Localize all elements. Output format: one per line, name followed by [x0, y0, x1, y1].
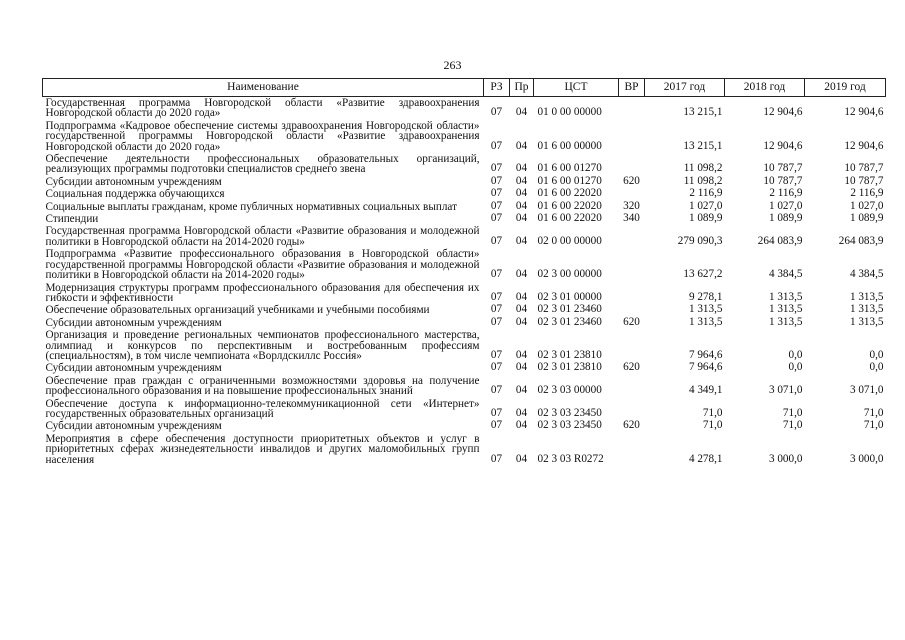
table-row	[43, 375, 886, 398]
row-pr: 04	[515, 348, 528, 361]
row-pr: 04	[515, 199, 528, 212]
row-rz: 07	[490, 303, 503, 316]
row-pr: 04	[515, 268, 528, 281]
row-2018: 1 313,5	[768, 290, 803, 303]
row-name: Субсидии автономным учреждениям	[45, 420, 222, 433]
row-2017: 7 964,6	[688, 361, 723, 374]
row-vr	[619, 375, 645, 398]
row-rz: 07	[490, 419, 503, 432]
row-2018: 1 027,0	[768, 199, 803, 212]
row-vr: 620	[623, 315, 640, 328]
row-rz: 07	[490, 234, 503, 247]
table-header-row	[43, 79, 886, 97]
row-vr	[619, 329, 645, 362]
header-rz: РЗ	[484, 79, 510, 97]
row-cst: 02 3 01 23810	[537, 348, 602, 361]
row-cst: 02 3 03 23450	[537, 406, 602, 419]
row-2017: 13 627,2	[683, 268, 723, 281]
row-2019: 1 027,0	[849, 199, 884, 212]
row-vr: 340	[623, 212, 640, 225]
row-pr: 04	[515, 212, 528, 225]
row-cst: 02 3 01 23460	[537, 303, 602, 316]
row-pr: 04	[515, 187, 528, 200]
table-body	[43, 97, 886, 467]
row-2017: 1 089,9	[688, 212, 723, 225]
row-cst: 01 6 00 22020	[537, 199, 602, 212]
row-pr: 04	[515, 290, 528, 303]
row-cst: 02 3 01 23810	[537, 361, 602, 374]
row-name: Государственная программа Новгородской области «Развитие образования и молодежной политики в Новгородской области на 2014-2020 годы»	[45, 225, 480, 248]
row-2019: 2 116,9	[850, 187, 884, 200]
row-pr: 04	[515, 315, 528, 328]
row-2019: 12 904,6	[844, 139, 884, 152]
table-row	[43, 201, 886, 213]
row-2017: 1 027,0	[688, 199, 723, 212]
row-2017: 13 215,1	[683, 106, 723, 119]
header-cst: ЦСТ	[534, 79, 619, 97]
table-row	[43, 213, 886, 225]
row-2019: 4 384,5	[849, 268, 884, 281]
row-rz: 07	[490, 162, 503, 175]
row-2018: 2 116,9	[769, 187, 803, 200]
row-name: Обеспечение прав граждан с ограниченными возможностями здоровья на получение профессионального образования и на повышение профессиональных знаний	[45, 374, 480, 398]
table-row	[43, 176, 886, 188]
row-pr: 04	[515, 384, 528, 397]
row-cst: 01 6 00 22020	[537, 187, 602, 200]
table-row	[43, 329, 886, 362]
header-vr: ВР	[619, 79, 645, 97]
row-vr	[619, 153, 645, 176]
row-vr	[619, 433, 645, 466]
row-2018: 12 904,6	[763, 139, 803, 152]
row-name: Подпрограмма «Развитие профессионального образования в Новгородской области» государственной программы Новгородской области «Развитие образования и молодежной политики в Новгородской области на 2014-2020 годы»	[45, 248, 480, 282]
row-2018: 0,0	[788, 348, 803, 361]
row-pr: 04	[515, 106, 528, 119]
row-2019: 71,0	[863, 406, 884, 419]
row-rz: 07	[490, 187, 503, 200]
table-row	[43, 188, 886, 200]
row-name: Мероприятия в сфере обеспечения доступности приоритетных объектов и услуг в приоритетных сферах жизнедеятельности инвалидов и других маломобильных групп населения	[45, 432, 480, 466]
header-2017: 2017 год	[645, 79, 725, 97]
row-2017: 2 116,9	[689, 187, 723, 200]
row-vr	[619, 97, 645, 120]
row-cst: 02 3 03 23450	[537, 419, 602, 432]
table-row	[43, 317, 886, 329]
row-2019: 264 083,9	[838, 234, 884, 247]
row-rz: 07	[490, 290, 503, 303]
row-2018: 12 904,6	[763, 106, 803, 119]
row-2017: 11 098,2	[683, 162, 723, 175]
row-name: Субсидии автономным учреждениям	[45, 316, 222, 329]
table-row	[43, 282, 886, 305]
row-2017: 71,0	[702, 419, 723, 432]
row-name: Социальные выплаты гражданам, кроме публичных нормативных социальных выплат	[45, 200, 457, 213]
row-name: Подпрограмма «Кадровое обеспечение системы здравоохранения Новгородской области» государственной программы Новгородской области «Развитие здравоохранения Новгородской области до 2020 года»	[45, 119, 480, 153]
row-vr: 620	[623, 174, 640, 187]
row-2018: 0,0	[788, 361, 803, 374]
row-pr: 04	[515, 174, 528, 187]
row-cst: 02 3 03 R0272	[537, 452, 604, 465]
row-cst: 02 3 01 23460	[537, 315, 602, 328]
row-name: Социальная поддержка обучающихся	[45, 188, 225, 201]
row-2019: 71,0	[863, 419, 884, 432]
row-2019: 1 089,9	[849, 212, 884, 225]
row-2019: 10 787,7	[844, 162, 884, 175]
row-2019: 0,0	[869, 348, 884, 361]
row-rz: 07	[490, 268, 503, 281]
row-2018: 1 313,5	[768, 303, 803, 316]
row-2017: 4 349,1	[688, 384, 723, 397]
row-2019: 10 787,7	[844, 174, 884, 187]
header-pr: Пр	[510, 79, 534, 97]
row-cst: 01 6 00 00000	[537, 139, 602, 152]
row-name: Модернизация структуры программ профессионального образования для обеспечения их гибкости и эффективности	[45, 281, 480, 304]
row-pr: 04	[515, 303, 528, 316]
row-2018: 3 000,0	[768, 452, 803, 465]
header-2019: 2019 год	[805, 79, 886, 97]
row-name: Субсидии автономным учреждениям	[45, 175, 222, 188]
row-name: Организация и проведение региональных чемпионатов профессионального мастерства, олимпиад и конкурсов по перспективным и востребованным профессиям (специальностям), в том числе чемпионата «Ворлдскиллс Россия»	[45, 329, 480, 362]
table-row	[43, 97, 886, 120]
row-2018: 1 313,5	[768, 315, 803, 328]
table-row	[43, 248, 886, 281]
row-2017: 71,0	[702, 406, 723, 419]
row-2019: 1 313,5	[849, 315, 884, 328]
row-vr	[619, 120, 645, 153]
row-vr: 320	[623, 199, 640, 212]
row-2019: 0,0	[869, 361, 884, 374]
row-vr	[619, 304, 645, 316]
table-row	[43, 433, 886, 466]
row-cst: 02 3 01 00000	[537, 290, 602, 303]
row-cst: 01 0 00 00000	[537, 106, 602, 119]
row-vr	[619, 282, 645, 305]
row-cst: 01 6 00 01270	[537, 162, 602, 175]
row-rz: 07	[490, 315, 503, 328]
row-name: Обеспечение деятельности профессиональных образовательных организаций, реализующих программы подготовки специалистов среднего звена	[45, 153, 480, 176]
row-pr: 04	[515, 419, 528, 432]
row-name: Стипендии	[45, 213, 99, 226]
row-2017: 7 964,6	[688, 348, 723, 361]
row-2017: 1 313,5	[688, 315, 723, 328]
table-row	[43, 420, 886, 432]
row-vr	[619, 398, 645, 421]
row-2017: 13 215,1	[683, 139, 723, 152]
budget-table	[42, 78, 886, 466]
row-2018: 264 083,9	[757, 234, 803, 247]
row-rz: 07	[490, 212, 503, 225]
row-rz: 07	[490, 452, 503, 465]
table-row	[43, 398, 886, 421]
row-cst: 02 3 03 00000	[537, 384, 602, 397]
row-cst: 02 3 00 00000	[537, 268, 602, 281]
row-vr	[619, 225, 645, 248]
row-2018: 3 071,0	[768, 384, 803, 397]
row-pr: 04	[515, 406, 528, 419]
page-number: 263	[443, 58, 462, 72]
row-rz: 07	[490, 384, 503, 397]
row-pr: 04	[515, 139, 528, 152]
row-2018: 71,0	[782, 406, 803, 419]
row-rz: 07	[490, 406, 503, 419]
table-row	[43, 153, 886, 176]
row-2018: 1 089,9	[768, 212, 803, 225]
row-2018: 71,0	[782, 419, 803, 432]
row-vr: 620	[623, 361, 640, 374]
row-cst: 01 6 00 01270	[537, 174, 602, 187]
row-2017: 4 278,1	[688, 452, 723, 465]
header-name: Наименование	[43, 79, 484, 97]
row-name: Субсидии автономным учреждениям	[45, 362, 222, 375]
row-rz: 07	[490, 361, 503, 374]
row-2018: 4 384,5	[768, 268, 803, 281]
row-name: Обеспечение доступа к информационно-телекоммуникационной сети «Интернет» государственных образовательных организаций	[45, 397, 480, 420]
row-2017: 1 313,5	[688, 303, 723, 316]
row-rz: 07	[490, 139, 503, 152]
row-name: Государственная программа Новгородской области «Развитие здравоохранения Новгородской области до 2020 года»	[45, 97, 480, 120]
row-rz: 07	[490, 348, 503, 361]
row-vr: 620	[623, 419, 640, 432]
row-rz: 07	[490, 106, 503, 119]
row-2019: 1 313,5	[849, 303, 884, 316]
row-2018: 10 787,7	[763, 162, 803, 175]
table-row	[43, 362, 886, 374]
row-name: Обеспечение образовательных организаций учебниками и учебными пособиями	[45, 304, 430, 317]
row-pr: 04	[515, 234, 528, 247]
row-2019: 12 904,6	[844, 106, 884, 119]
row-vr	[619, 248, 645, 281]
row-pr: 04	[515, 361, 528, 374]
row-rz: 07	[490, 174, 503, 187]
row-2017: 11 098,2	[683, 174, 723, 187]
row-cst: 01 6 00 22020	[537, 212, 602, 225]
row-vr	[619, 188, 645, 200]
row-2019: 1 313,5	[849, 290, 884, 303]
header-2018: 2018 год	[725, 79, 805, 97]
row-rz: 07	[490, 199, 503, 212]
table-row	[43, 304, 886, 316]
row-2019: 3 071,0	[849, 384, 884, 397]
row-2019: 3 000,0	[849, 452, 884, 465]
row-2018: 10 787,7	[763, 174, 803, 187]
row-pr: 04	[515, 162, 528, 175]
table-row	[43, 225, 886, 248]
row-pr: 04	[515, 452, 528, 465]
row-cst: 02 0 00 00000	[537, 234, 602, 247]
row-2017: 279 090,3	[677, 234, 723, 247]
table-row	[43, 120, 886, 153]
row-2017: 9 278,1	[688, 290, 723, 303]
